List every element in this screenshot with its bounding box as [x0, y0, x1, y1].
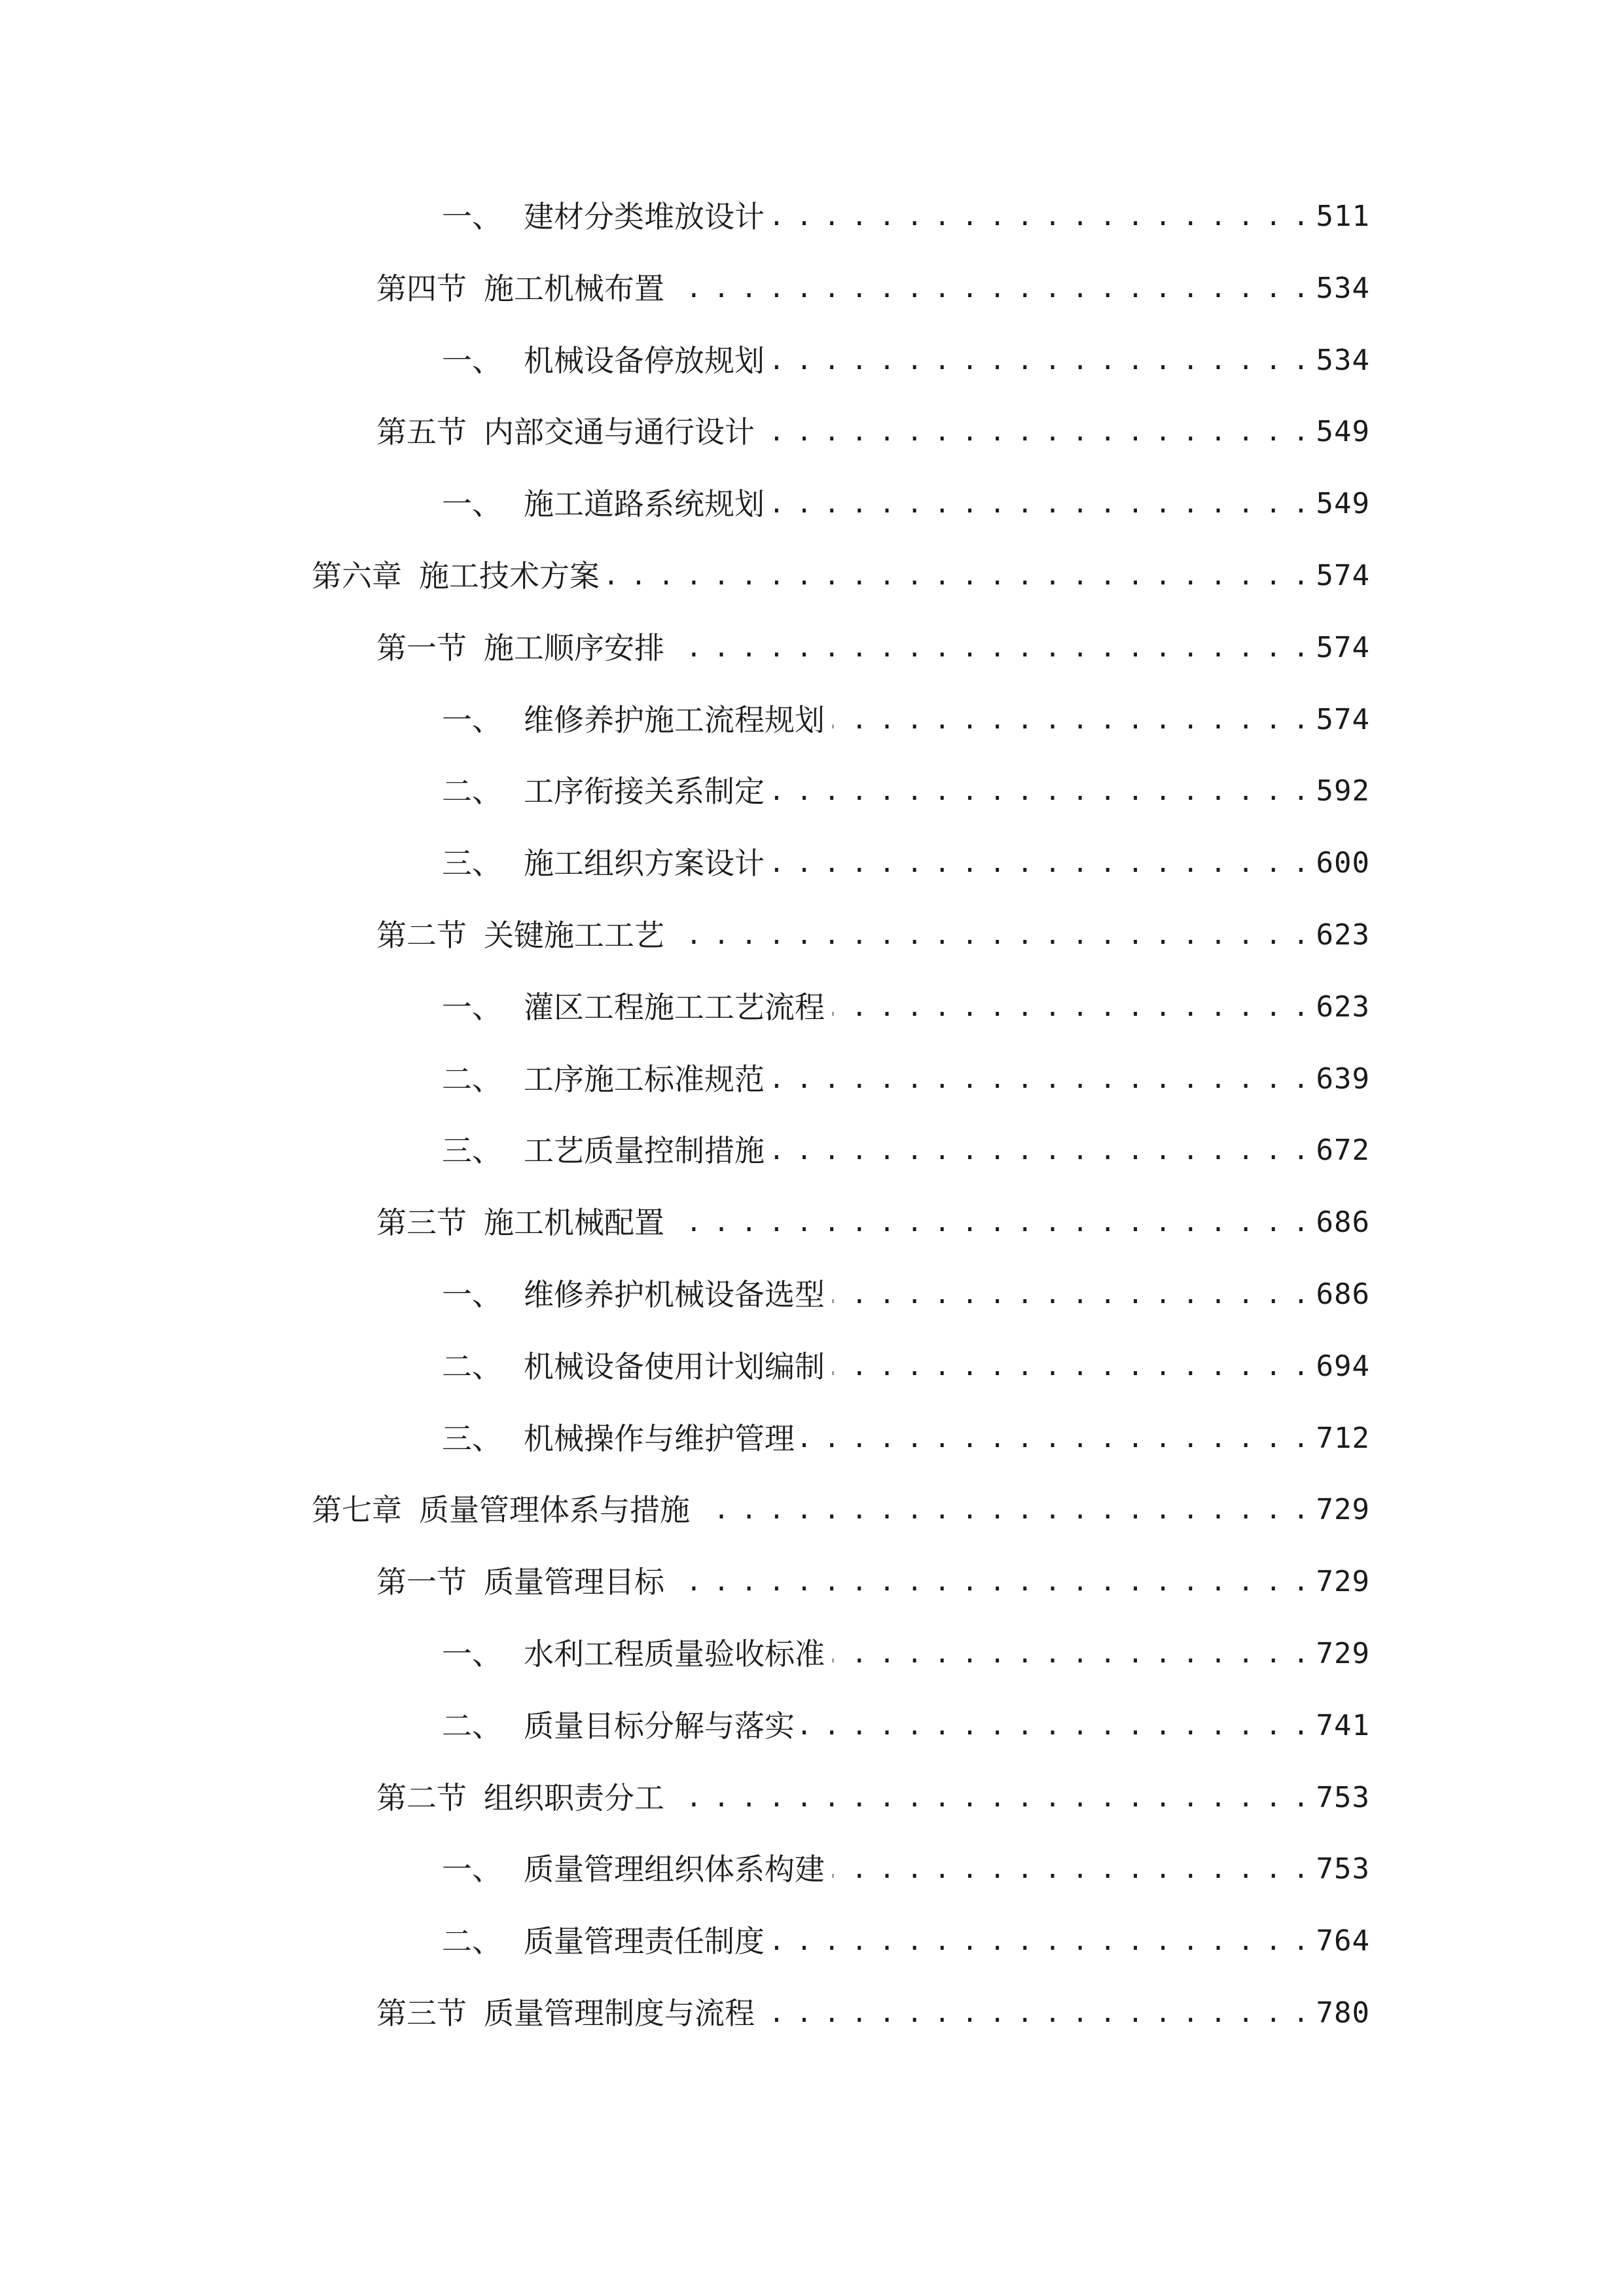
toc-entry-number: 二、 — [442, 1924, 502, 1959]
toc-page-number: 600 — [1316, 846, 1370, 880]
toc-entry-number: 第四节 — [376, 271, 467, 306]
toc-entry-title: 质量管理体系与措施 — [419, 1492, 690, 1528]
toc-page-number: 623 — [1316, 918, 1370, 952]
toc-page-number: 574 — [1316, 703, 1370, 736]
toc-entry[interactable] — [442, 694, 1370, 746]
toc-entry-number: 二、 — [442, 1349, 502, 1384]
toc-entry[interactable] — [376, 1987, 1370, 2039]
toc-page-number: 764 — [1316, 1924, 1370, 1958]
toc-entry[interactable] — [442, 1843, 1370, 1895]
toc-page-number: 729 — [1316, 1565, 1370, 1598]
toc-entry[interactable] — [442, 334, 1370, 387]
toc-entry-number: 第一节 — [376, 1564, 467, 1600]
toc-entry[interactable] — [376, 1196, 1370, 1249]
toc-entry-number: 一、 — [442, 343, 502, 378]
toc-entry-number: 第二节 — [376, 1780, 467, 1816]
toc-dot-leader — [772, 190, 1307, 243]
toc-dot-leader — [833, 1843, 1307, 1895]
toc-dot-leader — [803, 1412, 1307, 1465]
toc-entry[interactable] — [376, 622, 1370, 674]
toc-page-number: 686 — [1316, 1206, 1370, 1239]
toc-entry-number: 三、 — [442, 1421, 502, 1456]
toc-entry[interactable] — [442, 1340, 1370, 1393]
toc-entry-title: 施工道路系统规划 — [524, 486, 765, 522]
toc-entry[interactable] — [442, 1700, 1370, 1752]
toc-entry[interactable] — [442, 1915, 1370, 1967]
toc-dot-leader — [672, 622, 1307, 674]
toc-entry-title: 维修养护机械设备选型 — [524, 1277, 825, 1312]
toc-entry-title: 机械操作与维护管理 — [524, 1421, 795, 1456]
toc-page-number: 672 — [1316, 1134, 1370, 1167]
toc-entry[interactable] — [442, 1628, 1370, 1680]
toc-page-number: 729 — [1316, 1493, 1370, 1526]
toc-dot-leader — [698, 1484, 1307, 1536]
toc-dot-leader — [672, 262, 1307, 315]
toc-dot-leader — [772, 765, 1307, 817]
toc-entry-number: 一、 — [442, 1636, 502, 1672]
toc-entry[interactable] — [442, 478, 1370, 530]
toc-dot-leader — [772, 478, 1307, 530]
toc-entry[interactable] — [442, 765, 1370, 817]
toc-entry-title: 关键施工工艺 — [484, 918, 664, 953]
toc-entry-number: 一、 — [442, 1277, 502, 1312]
toc-entry-number: 二、 — [442, 1708, 502, 1744]
toc-entry[interactable] — [442, 1124, 1370, 1177]
toc-dot-leader — [607, 550, 1307, 602]
toc-dot-leader — [833, 1628, 1307, 1680]
toc-entry-number: 一、 — [442, 486, 502, 522]
toc-dot-leader — [672, 1772, 1307, 1824]
toc-entry-number: 一、 — [442, 1852, 502, 1887]
toc-dot-leader — [672, 909, 1307, 961]
toc-entry-title: 组织职责分工 — [484, 1780, 664, 1816]
toc-entry[interactable] — [376, 262, 1370, 315]
toc-entry-number: 第一节 — [376, 630, 467, 666]
toc-page-number: 592 — [1316, 774, 1370, 808]
toc-entry-title: 机械设备使用计划编制 — [524, 1349, 825, 1384]
toc-entry-number: 第六章 — [312, 558, 402, 594]
toc-entry-title: 水利工程质量验收标准 — [524, 1636, 825, 1672]
toc-dot-leader — [672, 1556, 1307, 1608]
toc-entry[interactable] — [442, 837, 1370, 889]
toc-page-number: 574 — [1316, 631, 1370, 664]
toc-entry-number: 二、 — [442, 774, 502, 809]
toc-page-number: 712 — [1316, 1422, 1370, 1455]
toc-entry-number: 第三节 — [376, 1205, 467, 1240]
toc-entry-number: 一、 — [442, 990, 502, 1025]
toc-page-number: 623 — [1316, 990, 1370, 1024]
toc-entry[interactable] — [442, 1268, 1370, 1321]
toc-entry-title: 建材分类堆放设计 — [524, 199, 765, 234]
toc-entry-number: 第七章 — [312, 1492, 402, 1528]
toc-page-number: 511 — [1316, 200, 1370, 233]
toc-entry-title: 工序衔接关系制定 — [524, 774, 765, 809]
toc-entry[interactable] — [312, 550, 1370, 602]
toc-dot-leader — [803, 1700, 1307, 1752]
toc-entry-title: 机械设备停放规划 — [524, 343, 765, 378]
toc-entry-title: 施工机械布置 — [484, 271, 664, 306]
toc-page-number: 780 — [1316, 1996, 1370, 2030]
toc-entry-title: 质量目标分解与落实 — [524, 1708, 795, 1744]
toc-entry-title: 施工组织方案设计 — [524, 846, 765, 881]
toc-entry[interactable] — [442, 981, 1370, 1033]
toc-page-number: 534 — [1316, 272, 1370, 305]
toc-page-number: 686 — [1316, 1278, 1370, 1311]
toc-entry-number: 第五节 — [376, 414, 467, 450]
toc-entry-title: 内部交通与通行设计 — [484, 414, 755, 450]
toc-entry-number: 三、 — [442, 846, 502, 881]
toc-entry[interactable] — [442, 1053, 1370, 1105]
toc-page-number: 753 — [1316, 1852, 1370, 1886]
toc-entry-title: 质量管理组织体系构建 — [524, 1852, 825, 1887]
toc-entry-title: 质量管理责任制度 — [524, 1924, 765, 1959]
toc-entry[interactable] — [312, 1484, 1370, 1536]
toc-entry-title: 质量管理制度与流程 — [484, 1996, 755, 2031]
toc-dot-leader — [833, 981, 1307, 1033]
toc-page-number: 753 — [1316, 1781, 1370, 1814]
toc-entry-title: 维修养护施工流程规划 — [524, 702, 825, 738]
toc-dot-leader — [772, 1124, 1307, 1177]
toc-dot-leader — [772, 837, 1307, 889]
toc-dot-leader — [672, 1196, 1307, 1249]
toc-page-number: 534 — [1316, 344, 1370, 377]
toc-dot-leader — [763, 406, 1307, 458]
toc-entry-number: 二、 — [442, 1062, 502, 1097]
toc-dot-leader — [763, 1987, 1307, 2039]
toc-entry[interactable] — [376, 909, 1370, 961]
toc-entry-title: 质量管理目标 — [484, 1564, 664, 1600]
toc-page-number: 741 — [1316, 1709, 1370, 1742]
toc-dot-leader — [772, 334, 1307, 387]
toc-entry-title: 灌区工程施工工艺流程 — [524, 990, 825, 1025]
toc-dot-leader — [772, 1915, 1307, 1967]
toc-entry-title: 施工顺序安排 — [484, 630, 664, 666]
toc-entry-number: 第二节 — [376, 918, 467, 953]
toc-entry[interactable] — [442, 1412, 1370, 1465]
toc-dot-leader — [833, 694, 1307, 746]
toc-entry-number: 三、 — [442, 1133, 502, 1168]
toc-entry-number: 一、 — [442, 702, 502, 738]
toc-entry[interactable] — [376, 1772, 1370, 1824]
toc-entry-number: 一、 — [442, 199, 502, 234]
toc-dot-leader — [833, 1340, 1307, 1393]
toc-page-number: 694 — [1316, 1350, 1370, 1383]
toc-page-number: 639 — [1316, 1062, 1370, 1096]
toc-dot-leader — [833, 1268, 1307, 1321]
toc-entry-number: 第三节 — [376, 1996, 467, 2031]
toc-entry[interactable] — [376, 406, 1370, 458]
toc-entry-title: 工艺质量控制措施 — [524, 1133, 765, 1168]
toc-entry-title: 工序施工标准规范 — [524, 1062, 765, 1097]
toc-entry-title: 施工技术方案 — [419, 558, 600, 594]
toc-entry-title: 施工机械配置 — [484, 1205, 664, 1240]
toc-page-number: 574 — [1316, 559, 1370, 592]
toc-page-number: 549 — [1316, 487, 1370, 520]
toc-entry[interactable] — [376, 1556, 1370, 1608]
toc-entry[interactable] — [442, 190, 1370, 243]
toc-dot-leader — [772, 1053, 1307, 1105]
toc-page-number: 549 — [1316, 415, 1370, 448]
toc-page-number: 729 — [1316, 1637, 1370, 1670]
